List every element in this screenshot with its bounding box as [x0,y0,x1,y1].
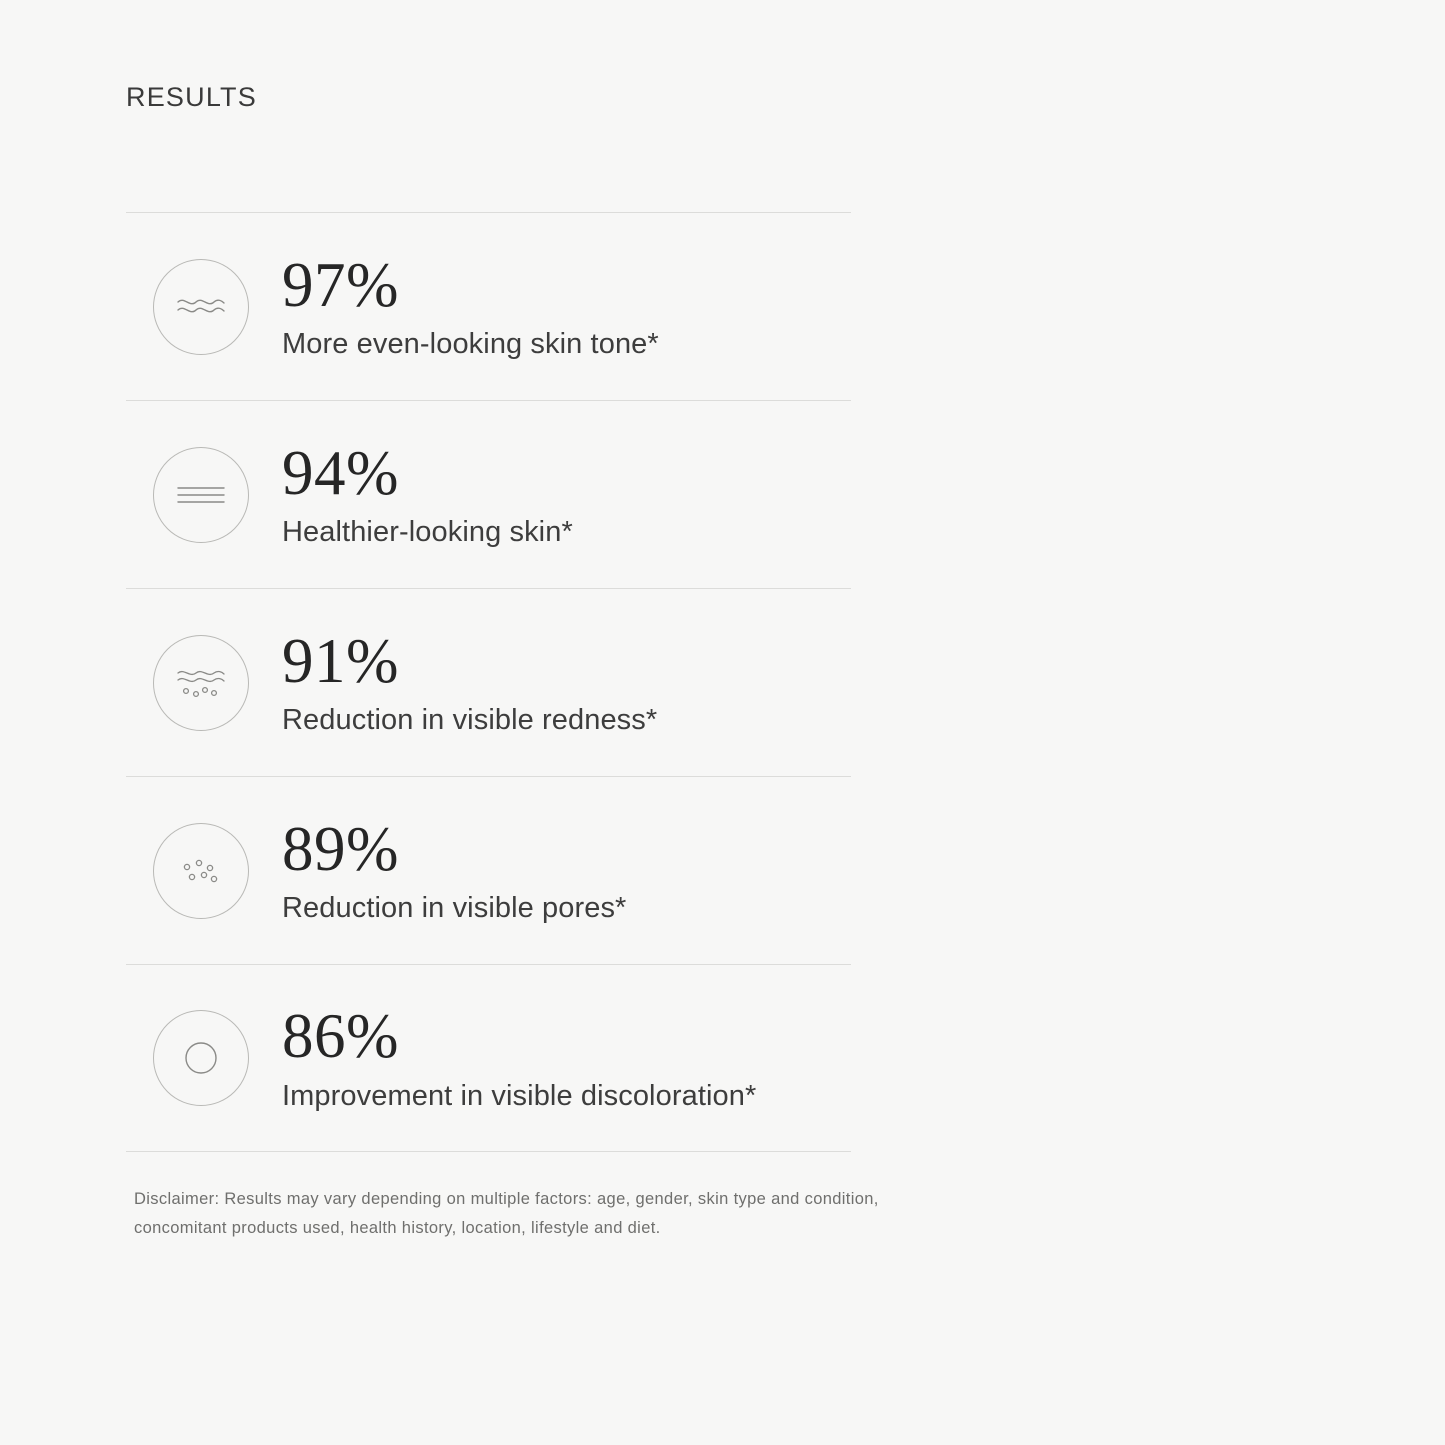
result-text [276,813,627,925]
list-item [126,400,851,588]
stat-value: 89% [282,813,399,884]
icon-container [126,259,276,355]
result-text [276,1003,756,1112]
stat-value: 94% [282,437,399,508]
stat-label: Healthier-looking skin* [282,516,573,549]
disclaimer-text: Disclaimer: Results may vary depending on multiple factors: age, gender, skin type and condition, concomitant products used, health history, location, lifestyle and diet. [134,1190,879,1237]
list-item [126,588,851,776]
result-text [276,625,658,737]
dots-icon [153,823,249,919]
list-item [126,212,851,400]
stat-value: 97% [282,249,399,320]
waves-icon [153,259,249,355]
ring-icon [153,1010,249,1106]
icon-container [126,1010,276,1106]
list-item [126,776,851,964]
stat-value: 86% [282,1001,399,1072]
result-text [276,437,573,549]
result-text [276,249,659,361]
stat-label: Improvement in visible discoloration* [282,1079,757,1112]
icon-container [126,635,276,731]
results-list [126,212,851,1152]
icon-container [126,823,276,919]
waves-dots-icon [153,635,249,731]
stat-label: More even-looking skin tone* [282,328,659,361]
icon-container [126,447,276,543]
stat-label: Reduction in visible pores* [282,892,627,925]
stat-label: Reduction in visible redness* [282,704,658,737]
list-item [126,964,851,1152]
lines-icon [153,447,249,543]
page-title: RESULTS [126,82,257,112]
stat-value: 91% [282,625,399,696]
